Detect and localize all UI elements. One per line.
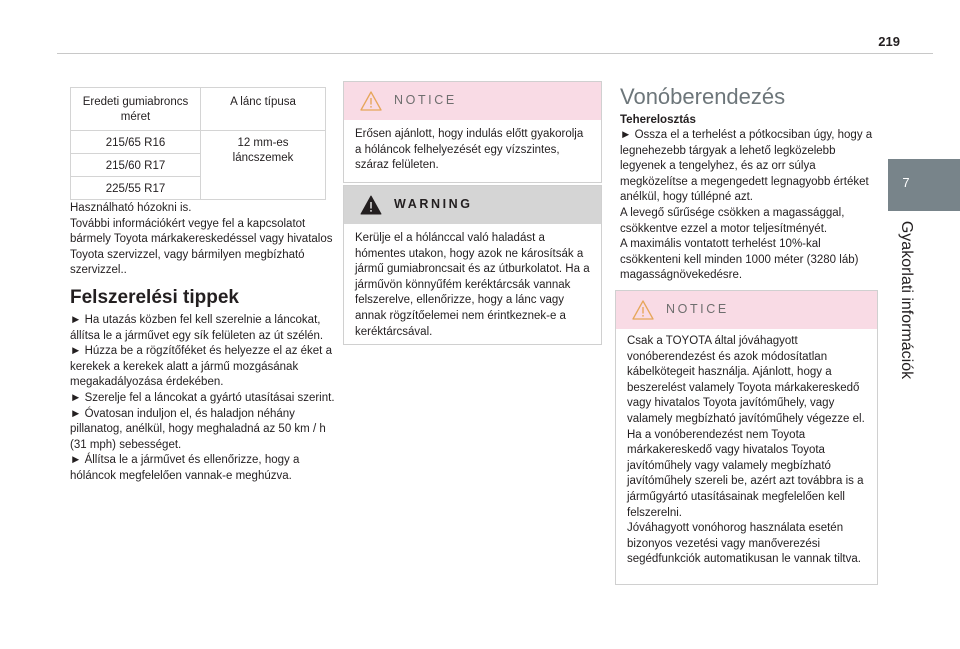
warning-label: WARNING (394, 197, 473, 211)
tire-size-cell: 225/55 R17 (71, 177, 201, 200)
chain-type-text: 12 mm-es láncszemek (232, 137, 294, 164)
tire-size-cell: 215/65 R16 (71, 131, 201, 154)
warning-icon (360, 195, 382, 215)
towbar-notice-text: Csak a TOYOTA által jóváhagyott vonóberendezést és azok módosítatlan kábelkötegeit használja. Ajánlott, hogy a beszerelést valamely Toyota márkakereskedő vagy hivatalos Toyota javítóműhely, vagy valamely megbízható javítóműhely végezze el. Ha a vonóberendezést nem Toyota márkakereskedő vagy hivatalos Toyota javítóműhely vagy valamely megbízható javítóműhely szereli be, azért azt továbbra is a járműgyártó utasításainak megfelelően kell felszerelni. Jóváhagyott vonóhorog használata esetén bizonyos vezetési vagy manőverezési segédfunkciók automatikusan le vannak tiltva. (627, 335, 865, 566)
page-number: 219 (878, 34, 900, 49)
notice-header (344, 82, 601, 120)
section-heading-towing: Vonóberendezés (620, 84, 786, 109)
tire-size-cell: 215/60 R17 (71, 154, 201, 177)
warning-box (343, 185, 602, 345)
chapter-number: 7 (902, 175, 910, 190)
notice-label: NOTICE (666, 302, 729, 316)
section-heading-tips: Felszerelési tippek (70, 287, 239, 308)
caution-icon (360, 91, 382, 111)
tips-list: ► Ha utazás közben fel kell szerelnie a láncokat, állítsa le a járművet egy sík felületen az út szélén. ► Húzza be a rögzítőféket és helyezze el az éket a kerekek a kerekek alatt a jármű mozgásának megakadályozása érdekében. ► Szerelje fel a láncokat a gyártó utasításai szerint. ► Óvatosan induljon el, és haladjon néhány pillanatog, anélkül, hogy meghaladná az 50 km / h (31 mph) sebességet. ► Állítsa le a járművet és ellenőrizze, hogy a hóláncok megfelelően vannak-e meghúzva. (70, 314, 335, 482)
header-rule (57, 53, 933, 54)
notice-text: Erősen ajánlott, hogy indulás előtt gyakorolja a hóláncok felhelyezését egy vízszintes, száraz felületen. (355, 128, 584, 172)
table-header-chain-type: A lánc típusa (201, 88, 326, 131)
table-header-tire-size: Eredeti gumiabroncs méret (71, 88, 201, 131)
notice-box (343, 81, 602, 183)
warning-header (344, 186, 601, 224)
table-header-row (71, 88, 326, 131)
chain-type-cell (201, 131, 326, 200)
tire-chain-table (70, 87, 326, 200)
notice-label: NOTICE (394, 93, 457, 107)
subheading-load-distribution: Teherelosztás (620, 114, 696, 126)
chapter-title: Gyakorlati információk (898, 220, 915, 380)
towbar-notice-box (615, 290, 878, 585)
snow-socks-paragraph: Használható hózokni is. További információkért vegye fel a kapcsolatot bármely Toyota márkakereskedéssel vagy hivatalos Toyota szervizzel, vagy bármilyen megbízható szervizzel.. (70, 202, 333, 277)
warning-text: Kerülje el a hólánccal való haladást a hómentes utakon, hogy azok ne károsítsák a jármű gumiabroncsait és az útburkolatot. Ha a járművön könnyűfém keréktárcsák vannak felszerelve, ellenőrizze, hogy a lánc vagy annak rögzítőelemei nem érintkeznek-e a keréktárcsával. (355, 232, 590, 338)
caution-icon (632, 300, 654, 320)
notice-header (616, 291, 877, 329)
load-distribution-text: ► Ossza el a terhelést a pótkocsiban úgy, hogy a legnehezebb tárgyak a lehető legközelebb legyenek a tengelyhez, és az orr súlya megközelítse a megengedett legnagyobb értéket anélkül, hogy túllépné azt. A levegő sűrűsége csökken a magassággal, csökkentve ezzel a motor teljesítményét. A maximális vontatott terhelést 10%-kal csökkenteni kell minden 1000 méter (3280 láb) magasságnövekedésre. (620, 129, 873, 282)
table-row (71, 131, 326, 154)
